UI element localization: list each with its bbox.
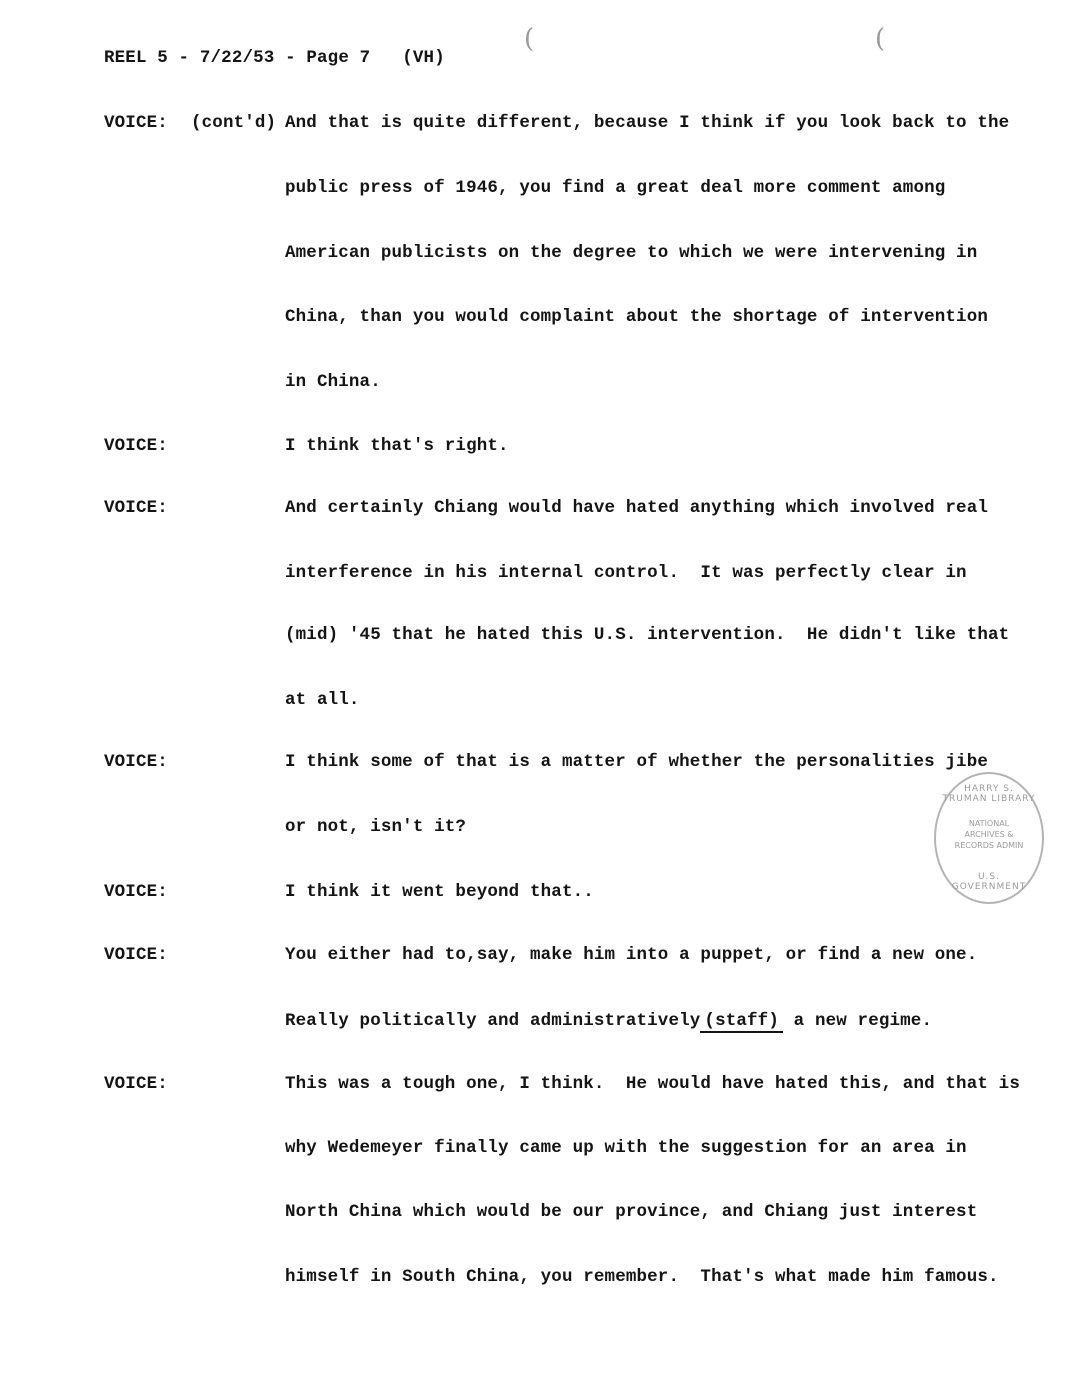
transcript-line [285, 1204, 977, 1222]
continued-marker: (cont'd) [191, 113, 277, 133]
line-text: himself in South China, you remember. That's what made him famous. [285, 1267, 999, 1287]
line-text: North China which would be our province, and Chiang just interest [285, 1202, 978, 1222]
line-text: public press of 1946, you find a great deal more comment among [285, 178, 946, 198]
transcript-line [285, 1269, 999, 1287]
transcript-line [285, 819, 466, 837]
line-text: at all. [285, 690, 360, 710]
stamp-center-text: NATIONAL ARCHIVES & RECORDS ADMIN [954, 819, 1024, 850]
line-text: I think some of that is a matter of whether the personalities jibe [285, 752, 989, 772]
line-text: This was a tough one, I think. He would have hated this, and that is [285, 1074, 1020, 1094]
transcript-line [285, 1013, 932, 1033]
transcript-line [285, 565, 967, 583]
line-text: And that is quite different, because I think if you look back to the [285, 113, 1010, 133]
fill-in-blank: (staff) [700, 1013, 783, 1033]
line-text: why Wedemeyer finally came up with the suggestion for an area in [285, 1138, 967, 1158]
transcript-line [285, 947, 977, 965]
transcript-line [285, 180, 945, 198]
speaker-label: VOICE: [104, 752, 168, 772]
line-text: I think it went beyond that.. [285, 882, 594, 902]
line-text: China, than you would complaint about the shortage of intervention [285, 307, 989, 327]
line-text: interference in his internal control. It was perfectly clear in [285, 563, 967, 583]
archive-stamp [934, 772, 1044, 904]
speaker-label: VOICE: [104, 498, 168, 518]
transcript-line [285, 692, 360, 710]
transcript-line [285, 500, 988, 518]
stamp-bottom-text: U.S. GOVERNMENT [951, 872, 1027, 892]
speaker-label: VOICE: [104, 882, 168, 902]
line-text: You either had to,say, make him into a puppet, or find a new one. [285, 945, 978, 965]
speaker-label: VOICE: [104, 1074, 168, 1094]
line-text: (mid) '45 that he hated this U.S. intervention. He didn't like that [285, 625, 1010, 645]
transcript-line [285, 438, 509, 456]
punch-mark-left: ( [524, 24, 535, 54]
transcript-line [285, 374, 381, 392]
transcript-line [285, 754, 988, 772]
stamp-top-text: HARRY S. TRUMAN LIBRARY [942, 784, 1036, 804]
line-text: in China. [285, 372, 381, 392]
speaker-label: VOICE: [104, 436, 168, 456]
transcript-line [285, 1076, 1020, 1094]
line-text: I think that's right. [285, 436, 509, 456]
transcript-line [285, 884, 594, 902]
page-header: REEL 5 - 7/22/53 - Page 7 (VH) [104, 48, 445, 68]
speaker-label: VOICE: [104, 945, 168, 965]
transcript-line [285, 1140, 967, 1158]
transcript-line [285, 245, 977, 263]
transcript-line [285, 309, 988, 327]
line-text: or not, isn't it? [285, 817, 467, 837]
transcript-line [285, 115, 1009, 133]
line-text-after: a new regime. [782, 1011, 933, 1031]
line-text: And certainly Chiang would have hated anything which involved real [285, 498, 989, 518]
speaker-label: VOICE: [104, 113, 168, 133]
line-text: Really politically and administratively [285, 1011, 701, 1031]
punch-mark-right: ( [875, 24, 886, 54]
transcript-line [285, 627, 1009, 645]
line-text: American publicists on the degree to which we were intervening in [285, 243, 978, 263]
